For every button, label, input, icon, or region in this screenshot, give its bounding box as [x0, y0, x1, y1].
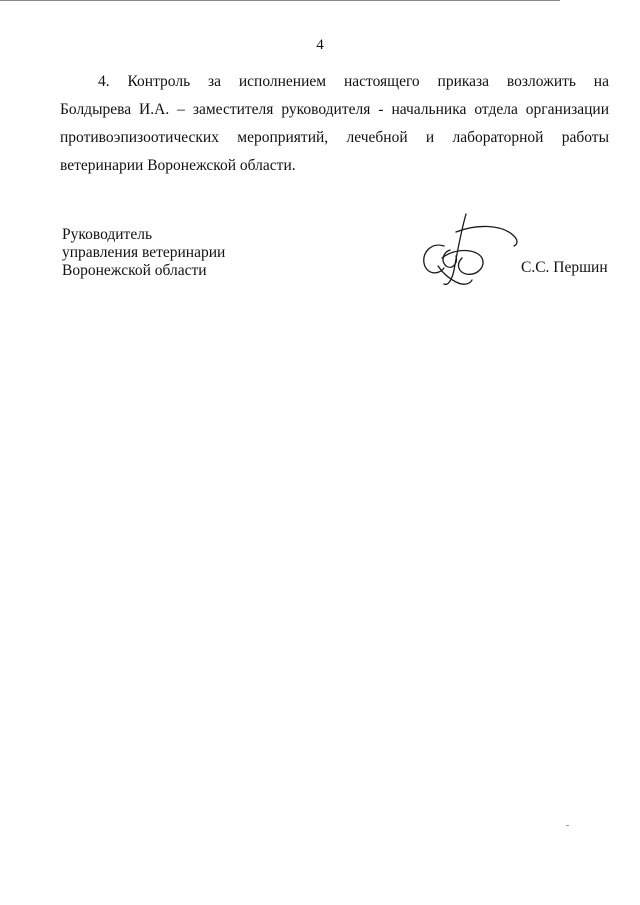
signer-position-line: Руководитель — [62, 226, 153, 243]
signer-name: С.С. Першин — [521, 259, 608, 276]
paragraph-line: 4. Контроль за исполнением настоящего приказа возложить на — [98, 73, 609, 90]
page-number: 4 — [316, 37, 324, 53]
paragraph-line: противоэпизоотических мероприятий, лечебной и лабораторной работы — [60, 129, 609, 146]
handwritten-signature — [414, 208, 524, 288]
signer-position-line: Воронежской области — [62, 262, 207, 279]
signer-position — [62, 226, 225, 280]
signer-position-line: управления ветеринарии — [62, 244, 226, 261]
page-top-edge — [0, 0, 560, 1]
paragraph-line: Болдырева И.А. – заместителя руководителя - начальника отдела организации — [60, 101, 609, 118]
paragraph-line: ветеринарии Воронежской области. — [60, 157, 296, 174]
scan-speck — [566, 825, 569, 826]
order-paragraph — [60, 68, 609, 180]
